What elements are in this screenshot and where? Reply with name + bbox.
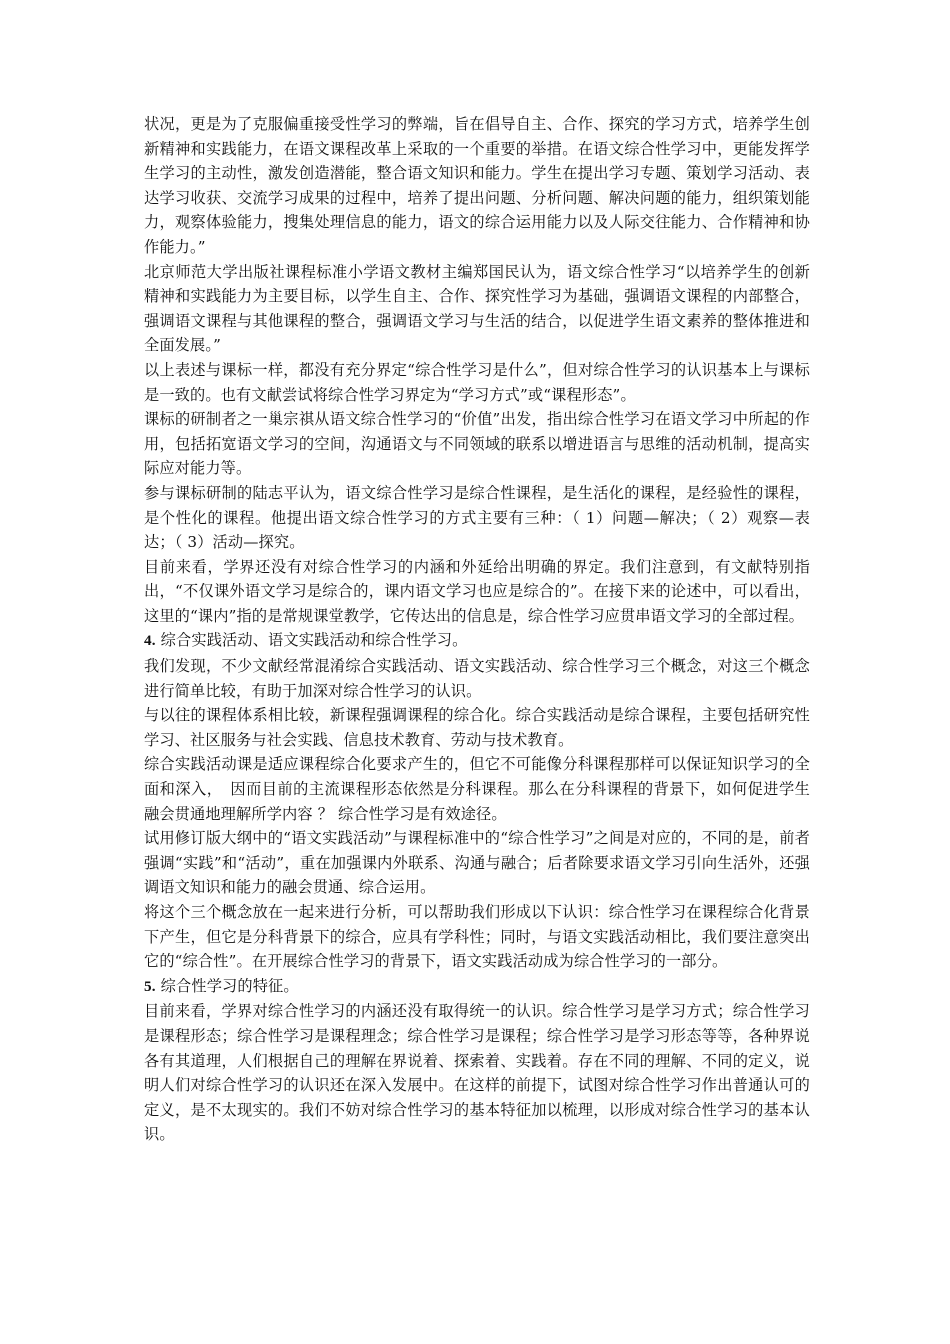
- document-body: [144, 112, 810, 1147]
- section-title: 综合性学习的特征。: [155, 976, 299, 995]
- section-heading-5: [144, 974, 810, 1000]
- section-number: 5.: [144, 977, 156, 995]
- paragraph: 我们发现，不少文献经常混淆综合实践活动、语文实践活动、综合性学习三个概念，对这三个概念进行简单比较，有助于加深对综合性学习的认识。: [144, 657, 810, 700]
- paragraph: 状况，更是为了克服偏重接受性学习的弊端，旨在倡导自主、合作、探究的学习方式，培养学生创新精神和实践能力，在语文课程改革上采取的一个重要的举措。在语文综合性学习中，更能发挥学生学习的主动性，激发创造潜能，整合语文知识和能力。学生在提出学习专题、策划学习活动、表达学习收获、交流学习成果的过程中，培养了提出问题、分析问题、解决问题的能力，组织策划能力，观察体验能力，搜集处理信息的能力，语文的综合运用能力以及人际交往能力、合作精神和协作能力。”: [144, 115, 810, 256]
- paragraph: 试用修订版大纲中的“语文实践活动”与课程标准中的“综合性学习”之间是对应的，不同的是，前者强调“实践”和“活动”，重在加强课内外联系、沟通与融合；后者除要求语文学习引向生活外，还强调语文知识和能力的融会贯通、综合运用。: [144, 829, 810, 897]
- paragraph: 与以往的课程体系相比较，新课程强调课程的综合化。综合实践活动是综合课程，主要包括研究性学习、社区服务与社会实践、信息技术教育、劳动与技术教育。: [144, 706, 810, 749]
- paragraph: 课标的研制者之一巢宗祺从语文综合性学习的“价值”出发，指出综合性学习在语文学习中所起的作用，包括拓宽语文学习的空间，沟通语文与不同领域的联系以增进语言与思维的活动机制，提高实际应对能力等。: [144, 410, 810, 478]
- paragraph: 参与课标研制的陆志平认为，语文综合性学习是综合性课程，是生活化的课程，是经验性的课程，是个性化的课程。他提出语文综合性学习的方式主要有三种：（ 1）问题—解决；（ 2）观察—表达；（ 3）活动—探究。: [144, 483, 810, 552]
- paragraph: 综合实践活动课是适应课程综合化要求产生的，但它不可能像分科课程那样可以保证知识学习的全面和深入， 因而目前的主流课程形态依然是分科课程。那么在分科课程的背景下，如何促进学生融会贯通地理解所学内容 ？ 综合性学习是有效途径。: [144, 755, 810, 823]
- section-number: 4.: [144, 632, 156, 650]
- paragraph: 北京师范大学出版社课程标准小学语文教材主编郑国民认为，语文综合性学习“以培养学生的创新精神和实践能力为主要目标，以学生自主、合作、探究性学习为基础，强调语文课程的内部整合，强调语文课程与其他课程的整合，强调语文学习与生活的结合，以促进学生语文素养的整体推进和全面发展。”: [144, 262, 810, 355]
- paragraph: 目前来看，学界对综合性学习的内涵还没有取得统一的认识。综合性学习是学习方式；综合性学习是课程形态；综合性学习是课程理念；综合性学习是课程；综合性学习是学习形态等等，各种界说各有其道理，人们根据自己的理解在界说着、探索着、实践着。存在不同的理解、不同的定义，说明人们对综合性学习的认识还在深入发展中。在这样的前提下，试图对综合性学习作出普通认可的定义，是不太现实的。我们不妨对综合性学习的基本特征加以梳理，以形成对综合性学习的基本认识。: [144, 1002, 810, 1144]
- paragraph: 以上表述与课标一样，都没有充分界定“综合性学习是什么”，但对综合性学习的认识基本上与课标是一致的。也有文献尝试将综合性学习界定为“学习方式”或“课程形态”。: [144, 360, 810, 404]
- section-heading-4: [144, 628, 810, 654]
- paragraph: 将这个三个概念放在一起来进行分析，可以帮助我们形成以下认识：综合性学习在课程综合化背景下产生，但它是分科背景下的综合，应具有学科性；同时，与语文实践活动相比，我们要注意突出它的“综合性”。在开展综合性学习的背景下，语文实践活动成为综合性学习的一部分。: [144, 903, 810, 971]
- paragraph: 目前来看，学界还没有对综合性学习的内涵和外延给出明确的界定。我们注意到，有文献特别指出，“不仅课外语文学习是综合的，课内语文学习也应是综合的”。在接下来的论述中，可以看出，这里的“课内”指的是常规课堂教学，它传达出的信息是，综合性学习应贯串语文学习的全部过程。: [144, 557, 810, 625]
- section-title: 综合实践活动、语文实践活动和综合性学习。: [155, 631, 468, 650]
